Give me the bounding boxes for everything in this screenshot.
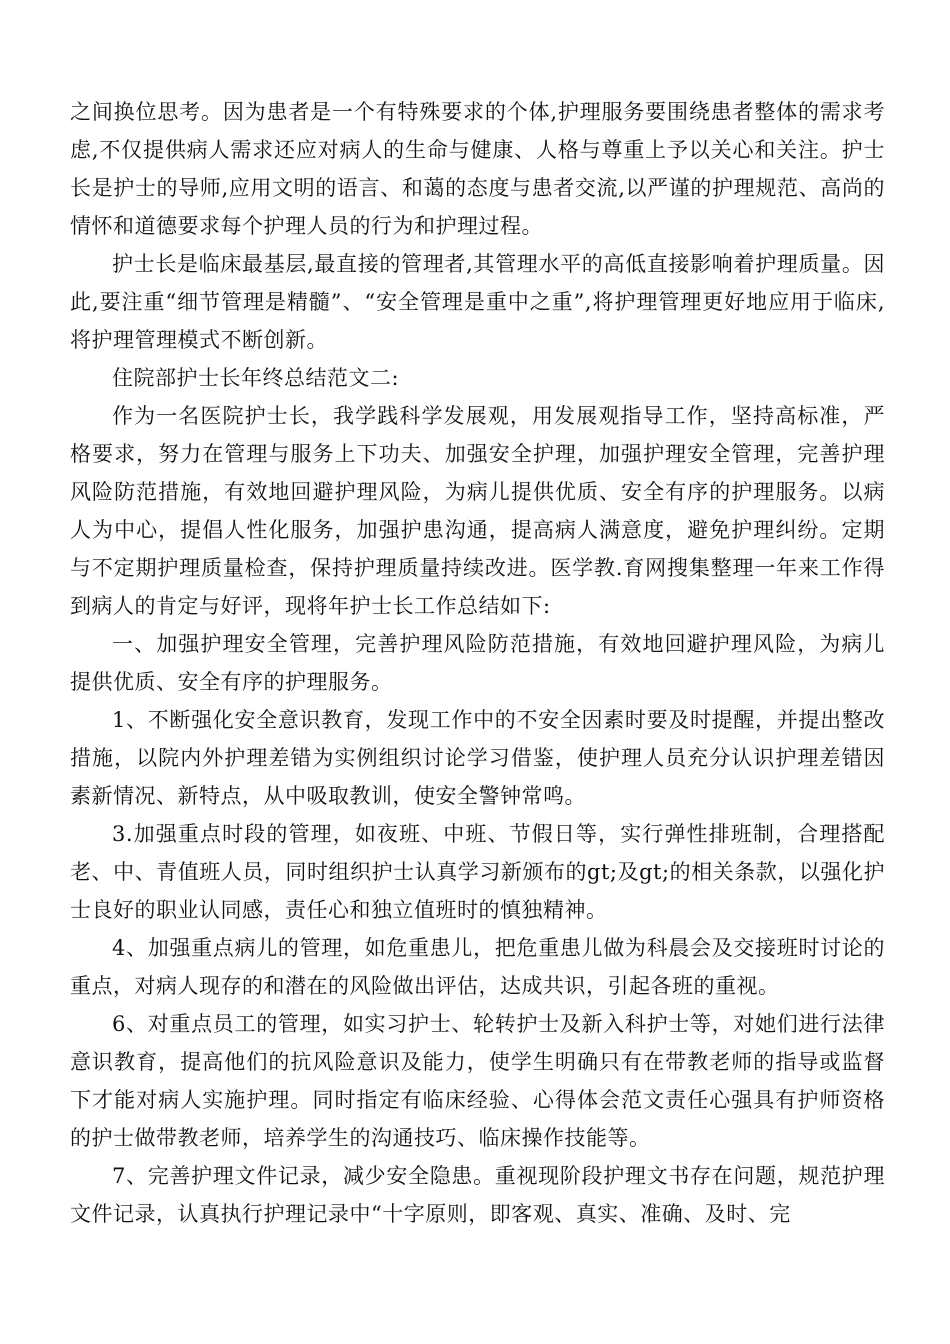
section-heading: 住院部护士长年终总结范文二:	[112, 366, 400, 390]
paragraph-5: 一、加强护理安全管理，完善护理风险防范措施，有效地回避护理风险，为病儿提供优质、安全有序的护理服务。	[70, 632, 885, 694]
paragraph-8: 4、加强重点病儿的管理，如危重患儿，把危重患儿做为科晨会及交接班时讨论的重点，对病人现存的和潜在的风险做出评估，达成共识，引起各班的重视。	[70, 936, 885, 998]
paragraph-6: 1、不断强化安全意识教育，发现工作中的不安全因素时要及时提醒，并提出整改措施，以院内外护理差错为实例组织讨论学习借鉴，使护理人员充分认识护理差错因素新情况、新特点，从中吸取教训，使安全警钟常鸣。	[70, 708, 885, 808]
paragraph-10: 7、完善护理文件记录，减少安全隐患。重视现阶段护理文书存在问题，规范护理文件记录，认真执行护理记录中“十字原则，即客观、真实、准确、及时、完	[70, 1164, 885, 1226]
paragraph-2: 护士长是临床最基层,最直接的管理者,其管理水平的高低直接影响着护理质量。因此,要注重“细节管理是精髓”、“安全管理是重中之重”,将护理管理更好地应用于临床,将护理管理模式不断创新。	[70, 252, 885, 352]
paragraph-4: 作为一名医院护士长，我学践科学发展观，用发展观指导工作，坚持高标准，严格要求，努力在管理与服务上下功夫、加强安全护理，加强护理安全管理，完善护理风险防范措施，有效地回避护理风险，为病儿提供优质、安全有序的护理服务。以病人为中心，提倡人性化服务，加强护患沟通，提高病人满意度，避免护理纠纷。定期与不定期护理质量检查，保持护理质量持续改进。医学教.育网搜集整理一年来工作得到病人的肯定与好评，现将年护士长工作总结如下:	[70, 404, 886, 618]
paragraph-7: 3.加强重点时段的管理，如夜班、中班、节假日等，实行弹性排班制，合理搭配老、中、青值班人员，同时组织护士认真学习新颁布的gt;及gt;的相关条款，以强化护士良好的职业认同感，责任心和独立值班时的慎独精神。	[70, 822, 885, 922]
paragraph-1: 之间换位思考。因为患者是一个有特殊要求的个体,护理服务要围绕患者整体的需求考虑,不仅提供病人需求还应对病人的生命与健康、人格与尊重上予以关心和关注。护士长是护士的导师,应用文明的语言、和蔼的态度与患者交流,以严谨的护理规范、高尚的情怀和道德要求每个护理人员的行为和护理过程。	[70, 100, 885, 238]
document-body	[70, 93, 885, 1233]
paragraph-9: 6、对重点员工的管理，如实习护士、轮转护士及新入科护士等，对她们进行法律意识教育，提高他们的抗风险意识及能力，使学生明确只有在带教老师的指导或监督下才能对病人实施护理。同时指定有临床经验、心得体会范文责任心强具有护师资格的护士做带教老师，培养学生的沟通技巧、临床操作技能等。	[70, 1012, 885, 1150]
